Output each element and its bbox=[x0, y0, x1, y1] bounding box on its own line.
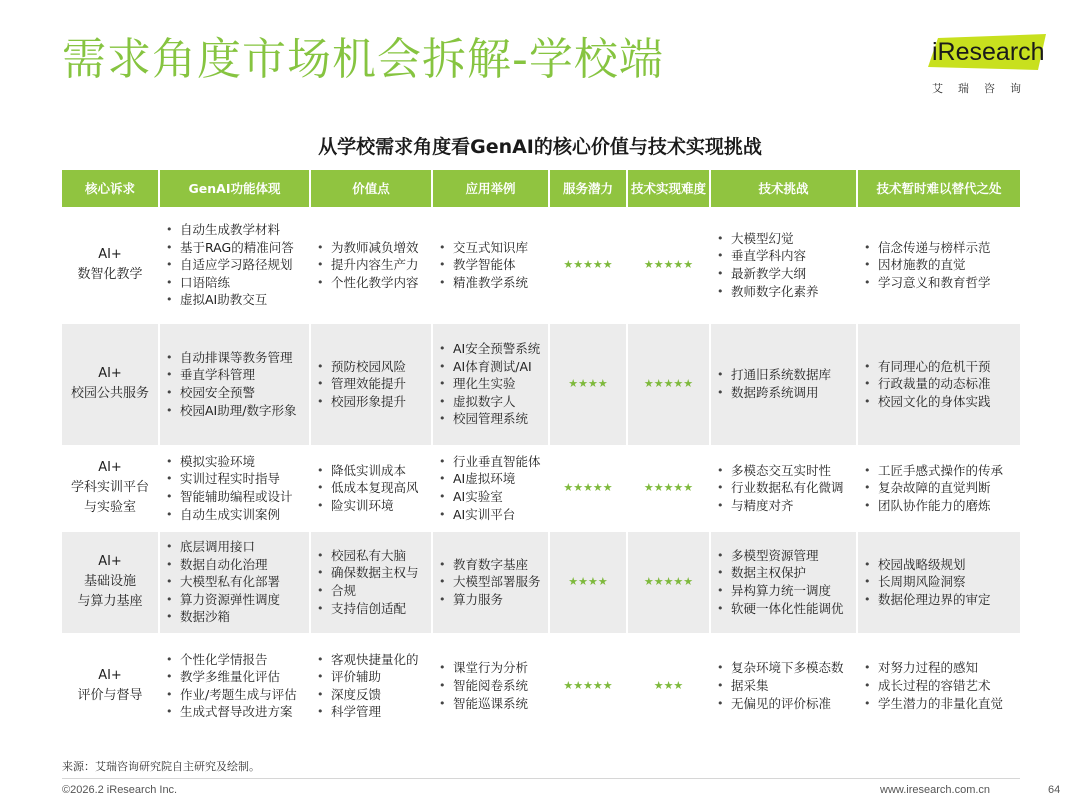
irreplaceable-item: • 长周期风险洞察 bbox=[864, 573, 1020, 591]
column-header: 服务潜力 bbox=[549, 170, 627, 208]
core-need-line: 数智化教学 bbox=[77, 267, 143, 282]
service-potential-rating: ★★★★ bbox=[549, 530, 627, 634]
genai-function-item: • 实训过程实时指导 bbox=[166, 470, 309, 488]
application-example-item: • AI安全预警系统 bbox=[439, 340, 548, 358]
genai-function-item: • 校园安全预警 bbox=[166, 384, 309, 402]
tech-challenge-item: • 复杂环境下多模态数 bbox=[717, 659, 856, 677]
tech-challenge-item: • 多模态交互实时性 bbox=[717, 462, 856, 480]
application-example-item: • 教学智能体 bbox=[439, 256, 548, 274]
tech-challenge-item: • 多模型资源管理 bbox=[717, 547, 856, 565]
value-point-item: • 个性化教学内容 bbox=[317, 274, 431, 292]
application-example-cell bbox=[432, 322, 549, 446]
column-header: 技术实现难度 bbox=[627, 170, 710, 208]
tech-challenge-item: • 据采集 bbox=[717, 677, 856, 695]
table-row bbox=[62, 446, 1020, 530]
application-example-item: • 大模型部署服务 bbox=[439, 573, 548, 591]
core-need-line: AI+ bbox=[98, 366, 122, 381]
value-point-list bbox=[317, 547, 431, 617]
application-example-cell bbox=[432, 446, 549, 530]
genai-function-item: • 模拟实验环境 bbox=[166, 453, 309, 471]
application-example-item: • 课堂行为分析 bbox=[439, 659, 548, 677]
application-example-item: • 虚拟数字人 bbox=[439, 393, 548, 411]
demand-analysis-table bbox=[62, 170, 1020, 736]
application-example-item: • 理化生实验 bbox=[439, 375, 548, 393]
application-example-list bbox=[439, 659, 548, 712]
value-point-item: • 深度反馈 bbox=[317, 686, 431, 704]
value-point-item: • 管理效能提升 bbox=[317, 375, 431, 393]
tech-challenge-list bbox=[717, 462, 856, 515]
tech-difficulty-rating: ★★★★★ bbox=[627, 446, 710, 530]
application-example-cell bbox=[432, 530, 549, 634]
application-example-item: • 教育数字基座 bbox=[439, 556, 548, 574]
irreplaceable-cell bbox=[857, 446, 1020, 530]
irreplaceable-item: • 因材施教的直觉 bbox=[864, 256, 1020, 274]
source-note: 来源：艾瑞咨询研究院自主研究及绘制。 bbox=[62, 760, 260, 773]
value-point-item: • 降低实训成本 bbox=[317, 462, 431, 480]
genai-function-item: • 大模型私有化部署 bbox=[166, 573, 309, 591]
irreplaceable-item: • 校园文化的身体实践 bbox=[864, 393, 1020, 411]
logo-subtext: 艾瑞咨询 bbox=[932, 82, 1036, 95]
tech-challenge-list bbox=[717, 659, 856, 712]
value-point-item: • 合规 bbox=[317, 582, 431, 600]
irreplaceable-cell bbox=[857, 208, 1020, 322]
irreplaceable-item: • 复杂故障的直觉判断 bbox=[864, 479, 1020, 497]
application-example-item: • 精准教学系统 bbox=[439, 274, 548, 292]
genai-function-item: • 虚拟AI助教交互 bbox=[166, 291, 309, 309]
tech-challenge-item: • 数据跨系统调用 bbox=[717, 384, 856, 402]
service-potential-rating: ★★★★★ bbox=[549, 634, 627, 736]
application-example-list bbox=[439, 556, 548, 609]
application-example-cell bbox=[432, 634, 549, 736]
page-title: 需求角度市场机会拆解-学校端 bbox=[62, 34, 664, 85]
page-number: 64 bbox=[1048, 784, 1061, 796]
core-need-line: AI+ bbox=[98, 247, 122, 262]
core-need-line: 评价与督导 bbox=[77, 687, 143, 703]
value-point-item: • 险实训环境 bbox=[317, 497, 431, 515]
genai-function-item: • 生成式督导改进方案 bbox=[166, 703, 309, 721]
value-point-list bbox=[317, 358, 431, 411]
core-need-line: 基础设施 bbox=[83, 574, 136, 589]
tech-challenge-cell bbox=[710, 530, 857, 634]
genai-function-item: • 教学多维量化评估 bbox=[166, 668, 309, 686]
application-example-item: • AI实训平台 bbox=[439, 506, 548, 524]
tech-challenge-item: • 与精度对齐 bbox=[717, 497, 856, 515]
genai-function-list bbox=[166, 349, 309, 419]
irreplaceable-item: • 信念传递与榜样示范 bbox=[864, 239, 1020, 257]
genai-function-item: • 算力资源弹性调度 bbox=[166, 591, 309, 609]
column-header: GenAI功能体现 bbox=[159, 170, 310, 208]
column-header: 技术挑战 bbox=[710, 170, 857, 208]
application-example-item: • 行业垂直智能体 bbox=[439, 453, 548, 471]
service-potential-rating: ★★★★★ bbox=[549, 208, 627, 322]
tech-challenge-item: • 大模型幻觉 bbox=[717, 230, 856, 248]
core-need-cell bbox=[62, 322, 159, 446]
irreplaceable-item: • 数据伦理边界的审定 bbox=[864, 591, 1020, 609]
service-potential-rating: ★★★★ bbox=[549, 322, 627, 446]
tech-difficulty-rating: ★★★★★ bbox=[627, 208, 710, 322]
genai-function-item: • 基于RAG的精准问答 bbox=[166, 239, 309, 257]
tech-challenge-list bbox=[717, 230, 856, 300]
genai-function-item: • 校园AI助理/数字形象 bbox=[166, 402, 309, 420]
website-link[interactable]: www.iresearch.com.cn bbox=[880, 784, 991, 796]
irreplaceable-list bbox=[864, 358, 1020, 411]
irreplaceable-item: • 学生潜力的非量化直觉 bbox=[864, 695, 1020, 713]
value-point-item: • 评价辅助 bbox=[317, 668, 431, 686]
tech-challenge-item: • 无偏见的评价标准 bbox=[717, 695, 856, 713]
irreplaceable-item: • 有同理心的危机干预 bbox=[864, 358, 1020, 376]
tech-challenge-item: • 数据主权保护 bbox=[717, 564, 856, 582]
genai-function-item: • 底层调用接口 bbox=[166, 538, 309, 556]
application-example-item: • 交互式知识库 bbox=[439, 239, 548, 257]
genai-function-item: • 自动生成实训案例 bbox=[166, 506, 309, 524]
genai-function-cell bbox=[159, 208, 310, 322]
genai-function-list bbox=[166, 538, 309, 626]
genai-function-item: • 自动排课等教务管理 bbox=[166, 349, 309, 367]
core-need-cell bbox=[62, 446, 159, 530]
tech-difficulty-rating: ★★★★★ bbox=[627, 530, 710, 634]
genai-function-item: • 个性化学情报告 bbox=[166, 651, 309, 669]
table-title: 从学校需求角度看GenAI的核心价值与技术实现挑战 bbox=[318, 136, 762, 158]
tech-challenge-cell bbox=[710, 634, 857, 736]
value-point-item: • 支持信创适配 bbox=[317, 600, 431, 618]
table-row bbox=[62, 322, 1020, 446]
core-need-cell bbox=[62, 208, 159, 322]
irreplaceable-item: • 对努力过程的感知 bbox=[864, 659, 1020, 677]
tech-challenge-item: • 教师数字化素养 bbox=[717, 283, 856, 301]
tech-challenge-cell bbox=[710, 322, 857, 446]
logo-text: iResearch bbox=[932, 38, 1045, 66]
genai-function-cell bbox=[159, 634, 310, 736]
core-need-line: 与实验室 bbox=[83, 500, 136, 515]
tech-difficulty-rating: ★★★ bbox=[627, 634, 710, 736]
genai-function-item: • 数据自动化治理 bbox=[166, 556, 309, 574]
application-example-item: • 算力服务 bbox=[439, 591, 548, 609]
core-need-line: 校园公共服务 bbox=[70, 386, 149, 401]
irreplaceable-item: • 团队协作能力的磨炼 bbox=[864, 497, 1020, 515]
column-header: 核心诉求 bbox=[62, 170, 159, 208]
core-need-line: AI+ bbox=[98, 554, 122, 569]
value-point-cell bbox=[310, 322, 432, 446]
application-example-cell bbox=[432, 208, 549, 322]
column-header: 技术暂时难以替代之处 bbox=[857, 170, 1020, 208]
iresearch-logo bbox=[928, 34, 1054, 98]
genai-function-list bbox=[166, 221, 309, 309]
genai-function-cell bbox=[159, 446, 310, 530]
service-potential-rating: ★★★★★ bbox=[549, 446, 627, 530]
core-need-cell bbox=[62, 530, 159, 634]
copyright: ©2026.2 iResearch Inc. bbox=[62, 784, 178, 796]
genai-function-item: • 智能辅助编程或设计 bbox=[166, 488, 309, 506]
irreplaceable-list bbox=[864, 239, 1020, 292]
value-point-item: • 确保数据主权与 bbox=[317, 564, 431, 582]
irreplaceable-cell bbox=[857, 634, 1020, 736]
irreplaceable-list bbox=[864, 659, 1020, 712]
core-need-line: 学科实训平台 bbox=[70, 480, 149, 495]
value-point-cell bbox=[310, 446, 432, 530]
genai-function-item: • 口语陪练 bbox=[166, 274, 309, 292]
value-point-list bbox=[317, 651, 431, 721]
genai-function-cell bbox=[159, 530, 310, 634]
genai-function-item: • 自适应学习路径规划 bbox=[166, 256, 309, 274]
core-need-line: AI+ bbox=[98, 667, 122, 683]
value-point-item: • 为教师减负增效 bbox=[317, 239, 431, 257]
application-example-list bbox=[439, 239, 548, 292]
tech-challenge-cell bbox=[710, 446, 857, 530]
tech-challenge-cell bbox=[710, 208, 857, 322]
tech-challenge-item: • 行业数据私有化微调 bbox=[717, 479, 856, 497]
value-point-cell bbox=[310, 634, 432, 736]
table-row bbox=[62, 530, 1020, 634]
tech-challenge-list bbox=[717, 547, 856, 617]
tech-challenge-item: • 软硬一体化性能调优 bbox=[717, 600, 856, 618]
value-point-item: • 校园私有大脑 bbox=[317, 547, 431, 565]
application-example-list bbox=[439, 340, 548, 428]
tech-challenge-item: • 异构算力统一调度 bbox=[717, 582, 856, 600]
tech-challenge-item: • 垂直学科内容 bbox=[717, 247, 856, 265]
irreplaceable-cell bbox=[857, 530, 1020, 634]
column-header: 应用举例 bbox=[432, 170, 549, 208]
value-point-list bbox=[317, 462, 431, 515]
genai-function-item: • 作业/考题生成与评估 bbox=[166, 686, 309, 704]
genai-function-list bbox=[166, 453, 309, 523]
tech-difficulty-rating: ★★★★★ bbox=[627, 322, 710, 446]
footer-divider bbox=[62, 778, 1020, 779]
value-point-cell bbox=[310, 208, 432, 322]
core-need-line: 与算力基座 bbox=[77, 594, 143, 609]
irreplaceable-item: • 工匠手感式操作的传承 bbox=[864, 462, 1020, 480]
core-need-cell bbox=[62, 634, 159, 736]
irreplaceable-item: • 行政裁量的动态标准 bbox=[864, 375, 1020, 393]
genai-function-item: • 自动生成教学材料 bbox=[166, 221, 309, 239]
value-point-item: • 低成本复现高风 bbox=[317, 479, 431, 497]
irreplaceable-item: • 成长过程的容错艺术 bbox=[864, 677, 1020, 695]
irreplaceable-list bbox=[864, 556, 1020, 609]
tech-challenge-item: • 打通旧系统数据库 bbox=[717, 366, 856, 384]
tech-challenge-item: • 最新教学大纲 bbox=[717, 265, 856, 283]
value-point-item: • 客观快捷量化的 bbox=[317, 651, 431, 669]
table-header-row bbox=[62, 170, 1020, 208]
value-point-item: • 提升内容生产力 bbox=[317, 256, 431, 274]
core-need-line: AI+ bbox=[98, 460, 122, 475]
value-point-cell bbox=[310, 530, 432, 634]
column-header: 价值点 bbox=[310, 170, 432, 208]
value-point-item: • 预防校园风险 bbox=[317, 358, 431, 376]
genai-function-list bbox=[166, 651, 309, 721]
irreplaceable-cell bbox=[857, 322, 1020, 446]
application-example-item: • 智能阅卷系统 bbox=[439, 677, 548, 695]
irreplaceable-item: • 校园战略级规划 bbox=[864, 556, 1020, 574]
genai-function-item: • 垂直学科管理 bbox=[166, 366, 309, 384]
tech-challenge-list bbox=[717, 366, 856, 401]
value-point-list bbox=[317, 239, 431, 292]
table-row bbox=[62, 208, 1020, 322]
application-example-item: • 校园管理系统 bbox=[439, 410, 548, 428]
application-example-item: • AI实验室 bbox=[439, 488, 548, 506]
application-example-list bbox=[439, 453, 548, 523]
value-point-item: • 科学管理 bbox=[317, 703, 431, 721]
table-row bbox=[62, 634, 1020, 736]
application-example-item: • AI虚拟环境 bbox=[439, 470, 548, 488]
genai-function-item: • 数据沙箱 bbox=[166, 608, 309, 626]
value-point-item: • 校园形象提升 bbox=[317, 393, 431, 411]
application-example-item: • 智能巡课系统 bbox=[439, 695, 548, 713]
irreplaceable-list bbox=[864, 462, 1020, 515]
application-example-item: • AI体育测试/AI bbox=[439, 358, 548, 376]
irreplaceable-item: • 学习意义和教育哲学 bbox=[864, 274, 1020, 292]
genai-function-cell bbox=[159, 322, 310, 446]
